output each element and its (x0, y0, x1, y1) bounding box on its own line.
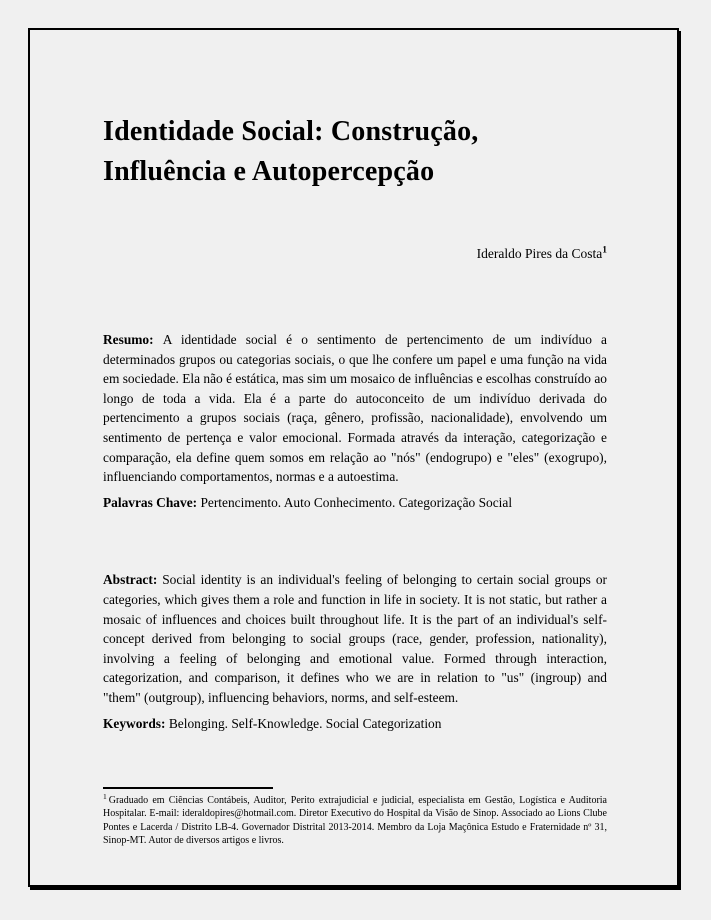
document-page (28, 28, 679, 887)
article-title: Identidade Social: Construção, Influência e Autopercepção (103, 116, 479, 187)
abstract-paragraph (103, 570, 607, 707)
author-footnote-ref: 1 (602, 245, 607, 256)
page-content (30, 30, 677, 885)
abstract-label: Abstract: (103, 572, 163, 588)
footnote-marker: 1 (103, 791, 107, 801)
footnote (103, 791, 607, 847)
palavras-chave-label: Palavras Chave: (103, 494, 201, 510)
palavras-chave-paragraph (103, 493, 607, 513)
resumo-label: Resumo: (103, 332, 163, 347)
author-name: Ideraldo Pires da Costa (476, 246, 603, 261)
keywords-paragraph (103, 714, 607, 734)
palavras-chave-text: Pertencimento. Auto Conhecimento. Categorização Social (200, 494, 513, 510)
footnote-text: Graduado em Ciências Contábeis, Auditor, Perito extrajudicial e judicial, especialista em Gestão, Logística e Auditoria Hospitalar. E-mail: ideraldopires@hotmail.com. Diretor Executivo do Hospital da Visão de Sinop. Associado ao Lions Clube Pontes e Lacerda / Distrito LB-4. Governador Distrital 2013-2014. Membro da Loja Maçônica Estudo e Fraternidade nº 31, Sinop-MT. Autor de diversos artigos e livros. (103, 795, 607, 846)
keywords-text: Belonging. Self-Knowledge. Social Categorization (168, 715, 442, 731)
author-line (103, 244, 607, 264)
resumo-paragraph (103, 330, 607, 487)
footnote-separator (103, 787, 273, 789)
abstract-text: Social identity is an individual's feeling of belonging to certain social groups or categories, which gives them a role and function in life in society. It is not static, but rather a mosaic of influences and choices built throughout life. It is the part of an individual's self-concept derived from belonging to social groups (race, gender, profession, nationality), involving a feeling of belonging and emotional value. Formed through interaction, categorization, and comparison, it defines who we are in relation to "us" (ingroup) and "them" (outgroup), influencing behaviors, norms, and self-esteem. (103, 572, 607, 705)
keywords-label: Keywords: (103, 715, 169, 731)
resumo-text: A identidade social é o sentimento de pertencimento de um indivíduo a determinados grupos ou categorias sociais, o que lhe confere um papel e uma função na vida em sociedade. Ela não é estática, mas sim um mosaico de influências e escolhas construído ao longo de toda a vida. Ela é a parte do autoconceito de um indivíduo derivada do pertencimento a grupos sociais (raça, gênero, profissão, nacionalidade), envolvendo um sentimento de pertença e valor emocional. Formada através da interação, categorização e comparação, ela define quem somos em relação ao "nós" (endogrupo) e "eles" (exogrupo), influenciando comportamentos, normas e a autoestima. (103, 332, 607, 485)
footnote-block (103, 787, 607, 847)
